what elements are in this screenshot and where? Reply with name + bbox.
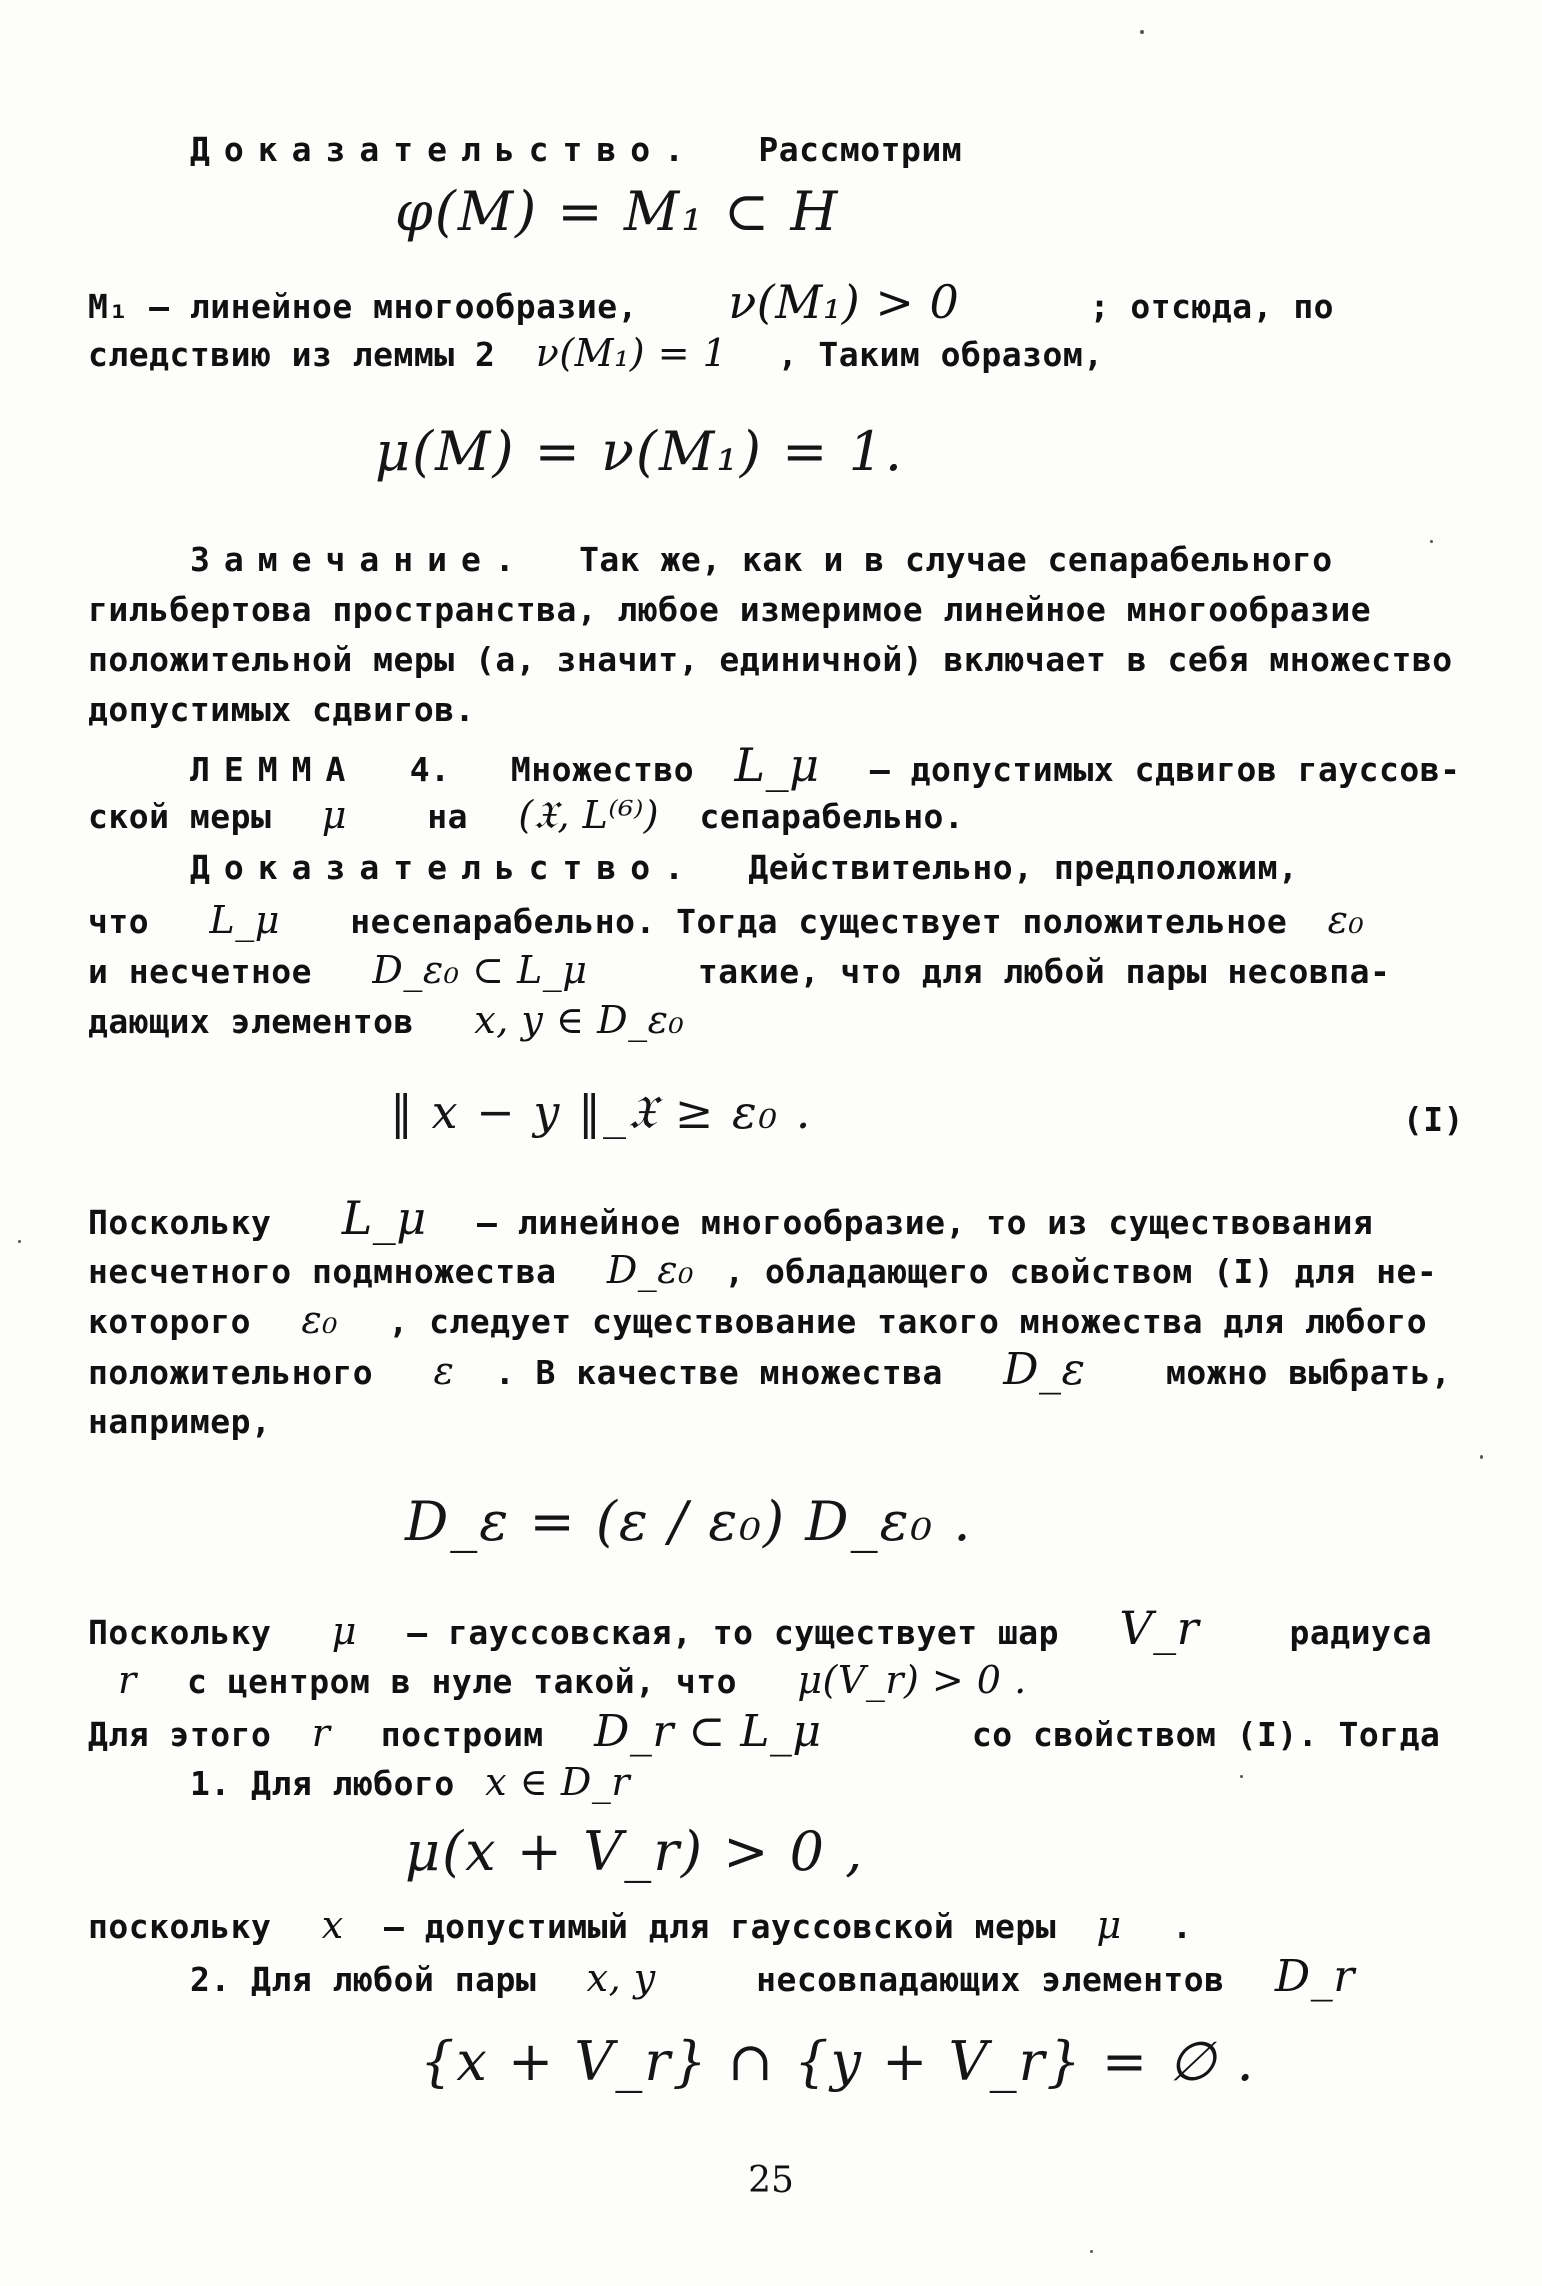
text-fragment: несовпадающих элементов	[756, 1960, 1225, 1999]
formula-d-eps0: D_ε₀	[606, 1248, 694, 1292]
text-fragment: Так же, как и в случае сепарабельного	[579, 540, 1333, 579]
equation-1-number: (I)	[1402, 1100, 1464, 1139]
proof2-line1	[190, 848, 1482, 888]
formula-d-r-subset: D_r ⊂ L_μ	[594, 1706, 822, 1757]
text-fragment: Поскольку	[88, 1613, 272, 1652]
text-fragment: 1. Для любого	[190, 1764, 455, 1803]
text-fragment: дающих элементов	[88, 1002, 414, 1041]
formula-nu-positive: ν(M₁) > 0	[728, 275, 960, 329]
proof2-p2	[88, 1250, 1482, 1292]
formula-eps: ε	[433, 1349, 455, 1393]
text-fragment: можно выбрать,	[1166, 1353, 1452, 1392]
proof2-item2	[190, 1951, 1482, 2002]
remark-line1	[190, 540, 1482, 580]
lemma-line1	[190, 738, 1482, 792]
text-fragment: и несчетное	[88, 952, 313, 991]
text-fragment: .	[1172, 1907, 1193, 1946]
proof2-p1	[88, 1191, 1482, 1245]
text-fragment: со свойством (I). Тогда	[971, 1715, 1441, 1754]
proof2-q3	[88, 1706, 1482, 1757]
text-fragment: , обладающего свойством (I) для не-	[724, 1252, 1438, 1291]
text-fragment: , следует существование такого множества для любого	[388, 1302, 1428, 1341]
proof-heading-line	[190, 130, 1482, 170]
scan-speck	[1480, 1455, 1483, 1459]
formula-phi: φ(M) = M₁ ⊂ H	[395, 180, 840, 243]
formula-xy: x, y	[586, 1956, 656, 2000]
formula-space: (𝔛, L⁽⁶⁾)	[518, 793, 660, 837]
lemma-number: 4.	[409, 750, 451, 789]
text-fragment: поскольку	[88, 1907, 272, 1946]
formula-l-mu: L_μ	[734, 738, 820, 792]
formula-xy-in-d: x, y ∈ D_ε₀	[474, 998, 685, 1042]
formula-mu: μ	[321, 793, 347, 837]
formula-x-in-d-r: x ∈ D_r	[485, 1760, 631, 1804]
formula-eps0: ε₀	[301, 1298, 338, 1342]
formula-nu-one: ν(M₁) = 1	[535, 331, 728, 375]
formula-mu-m: μ(M) = ν(M₁) = 1.	[375, 420, 905, 483]
text-fragment: которого	[88, 1302, 251, 1341]
text-fragment: M₁ – линейное многообразие,	[88, 287, 638, 326]
scan-speck	[18, 1240, 21, 1243]
proof-heading: Доказательство.	[190, 130, 699, 169]
formula-x: x	[321, 1903, 344, 1947]
formula-l-mu: L_μ	[209, 898, 280, 942]
proof2-line4	[88, 1000, 1482, 1042]
text-fragment: – линейное многообразие, то из существования	[477, 1203, 1374, 1242]
formula-mu: μ	[1096, 1903, 1122, 1947]
proof2-line3	[88, 950, 1482, 992]
text-fragment: – допустимый для гауссовской меры	[384, 1907, 1057, 1946]
text-fragment: что	[88, 902, 150, 941]
proof2-line2	[88, 900, 1482, 942]
text-fragment: положительного	[88, 1353, 374, 1392]
text-fragment: Действительно, предположим,	[748, 848, 1299, 887]
proof2-q1	[88, 1601, 1482, 1655]
proof2-q2	[88, 1660, 1482, 1702]
text-fragment: радиуса	[1289, 1613, 1433, 1652]
text-fragment: сепарабельно.	[699, 797, 965, 836]
scan-speck	[1090, 2250, 1093, 2253]
text-fragment: Для этого	[88, 1715, 272, 1754]
formula-l-mu: L_μ	[341, 1191, 427, 1245]
proof2-p5: например,	[88, 1402, 272, 1441]
proof-intro: Рассмотрим	[758, 130, 963, 169]
text-fragment: построим	[380, 1715, 544, 1754]
proof2-item1	[190, 1762, 1482, 1804]
remark-line4: допустимых сдвигов.	[88, 690, 475, 729]
equation-2: D_ε = (ε / ε₀) D_ε₀ .	[405, 1490, 973, 1553]
remark-line3: положительной меры (а, значит, единичной) включает в себя множество	[88, 640, 1453, 679]
page-number: 25	[748, 2160, 794, 2201]
text-fragment: 2. Для любой пары	[190, 1960, 537, 1999]
scan-speck	[1140, 30, 1144, 34]
remark-heading: Замечание.	[190, 540, 529, 579]
formula-r: r	[118, 1658, 137, 1702]
scan-speck	[1430, 540, 1433, 543]
text-fragment: – гауссовская, то существует шар	[407, 1613, 1060, 1652]
scan-speck	[1240, 1775, 1243, 1778]
text-fragment: несчетного подмножества	[88, 1252, 557, 1291]
remark-line2: гильбертова пространства, любое измеримое линейное многообразие	[88, 590, 1372, 629]
equation-1: ‖ x − y ‖_𝔛 ≥ ε₀ .	[390, 1085, 813, 1139]
lemma-heading: ЛЕММА	[190, 750, 360, 789]
proof2-item1-cont	[88, 1905, 1482, 1947]
text-fragment: такие, что для любой пары несовпа-	[697, 952, 1391, 991]
formula-eps0: ε₀	[1327, 898, 1365, 942]
text-fragment: ; отсюда, по	[1089, 287, 1335, 326]
equation-3: μ(x + V_r) > 0 ,	[405, 1820, 865, 1883]
text-fragment: Поскольку	[88, 1203, 272, 1242]
text-fragment: несепарабельно. Тогда существует положительное	[350, 902, 1288, 941]
text-fragment: на	[427, 797, 469, 836]
text-fragment: Множество	[510, 750, 695, 789]
formula-r: r	[311, 1711, 331, 1755]
formula-v-r: V_r	[1119, 1601, 1200, 1655]
text-fragment: – допустимых сдвигов гауссов-	[869, 750, 1461, 789]
proof1-line2	[88, 275, 1482, 329]
proof2-p3	[88, 1300, 1482, 1342]
equation-4: {x + V_r} ∩ {y + V_r} = ∅ .	[420, 2030, 1256, 2093]
proof1-line3	[88, 333, 1482, 375]
proof2-heading: Доказательство.	[190, 848, 699, 887]
text-fragment: , Таким образом,	[777, 335, 1104, 374]
formula-d-r: D_r	[1274, 1951, 1355, 2002]
proof2-p4	[88, 1344, 1482, 1395]
formula-mu-v-r: μ(V_r) > 0 .	[797, 1658, 1027, 1702]
text-fragment: следствию из леммы 2	[88, 335, 496, 374]
formula-d-eps: D_ε	[1003, 1344, 1086, 1395]
text-fragment: ской меры	[88, 797, 272, 836]
formula-mu: μ	[331, 1609, 357, 1653]
formula-d-eps0-subset: D_ε₀ ⊂ L_μ	[372, 948, 588, 992]
text-fragment: с центром в нуле такой, что	[187, 1662, 737, 1701]
text-fragment: . В качестве множества	[494, 1353, 943, 1392]
lemma-line2	[88, 795, 1482, 837]
